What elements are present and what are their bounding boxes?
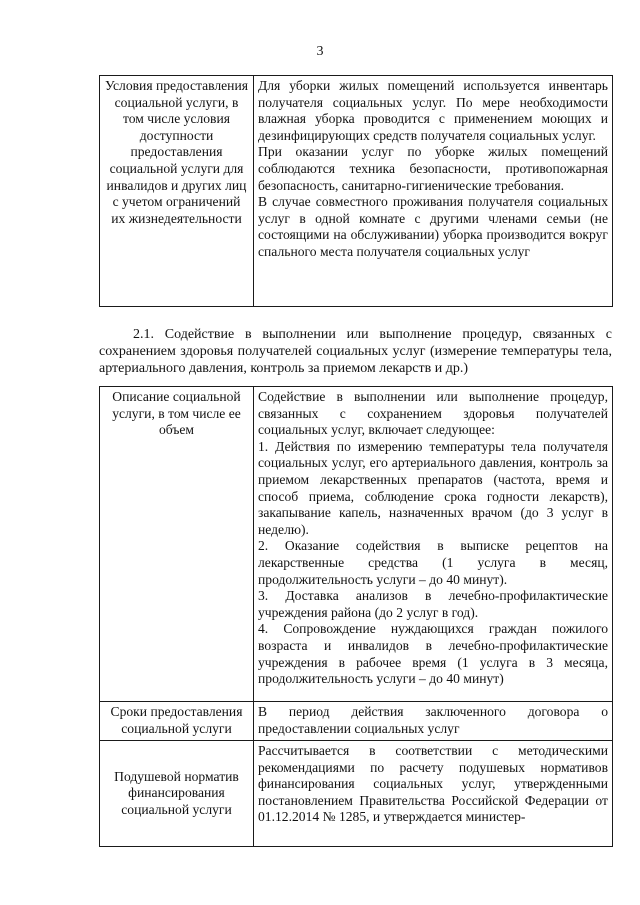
table-row bbox=[100, 76, 613, 307]
section-heading: 2.1. Содействие в выполнении или выполнение процедур, связанных с сохранением здоровья получателей социальных услуг (измерение температуры тела, артериального давления, контроль за приемом лекарств и др.) bbox=[99, 327, 612, 376]
table-row bbox=[100, 702, 613, 741]
paragraph: 1. Действия по измерению температуры тела получателя социальных услуг, его артериального давления, контроль за приемом лекарственных препаратов (частота, время и способ приема, соблюдение срока годности лекарств), закапывание капель, назначенных врачом (до 3 услуг в неделю). bbox=[258, 438, 608, 537]
table-row bbox=[100, 387, 613, 702]
paragraph: 2. Оказание содействия в выписке рецептов на лекарственные средства (1 услуга в месяц, продолжительность услуги – до 40 минут). bbox=[258, 538, 608, 587]
page-number: 3 bbox=[316, 44, 324, 59]
paragraph: 4. Сопровождение нуждающихся граждан пожилого возраста и инвалидов в лечебно-профилактические учреждения в рабочее время (1 услуга в 3 месяца, продолжительность услуги – до 40 минут) bbox=[258, 621, 608, 687]
conditions-table bbox=[99, 75, 613, 307]
paragraph: В период действия заключенного договора о предоставлении социальных услуг bbox=[258, 704, 608, 736]
conditions-label: Условия предоставления социальной услуги, в том числе условия доступности предоставления социальной услуги для инвалидов и других лиц с учетом ограничений их жизнедеятельности bbox=[100, 76, 254, 307]
paragraph: При оказании услуг по уборке жилых помещений соблюдаются техника безопасности, противопожарная безопасность, санитарно-гигиенические требования. bbox=[258, 144, 608, 193]
service-table bbox=[99, 386, 613, 847]
description-label: Описание социальной услуги, в том числе ее объем bbox=[100, 387, 254, 702]
paragraph: Для уборки жилых помещений используется инвентарь получателя социальных услуг. По мере необходимости влажная уборка проводится с применением моющих и дезинфицирующих средств получателя социальных услуг. bbox=[258, 78, 608, 143]
paragraph: 3. Доставка анализов в лечебно-профилактические учреждения района (до 2 услуг в год). bbox=[258, 588, 608, 620]
terms-text bbox=[254, 702, 613, 741]
terms-label: Сроки предоставления социальной услуги bbox=[100, 702, 254, 741]
paragraph: Содействие в выполнении или выполнение процедур, связанных с сохранением здоровья получателей социальных услуг, включает следующее: bbox=[258, 389, 608, 438]
paragraph: В случае совместного проживания получателя социальных услуг в одной комнате с другими членами семьи (не состоящими на обслуживании) уборка производится вокруг спального места получателя социальных услуг bbox=[258, 194, 608, 259]
financing-text bbox=[254, 741, 613, 847]
paragraph: Рассчитывается в соответствии с методическими рекомендациями по расчету подушевых нормативов финансирования социальных услуг, утвержденными постановлением Правительства Российской Федерации от 01.12.2014 № 1285, и утверждается министер- bbox=[258, 743, 608, 825]
financing-label: Подушевой норматив финансирования социальной услуги bbox=[100, 741, 254, 847]
conditions-text bbox=[254, 76, 613, 307]
description-text bbox=[254, 387, 613, 702]
table-row bbox=[100, 741, 613, 847]
